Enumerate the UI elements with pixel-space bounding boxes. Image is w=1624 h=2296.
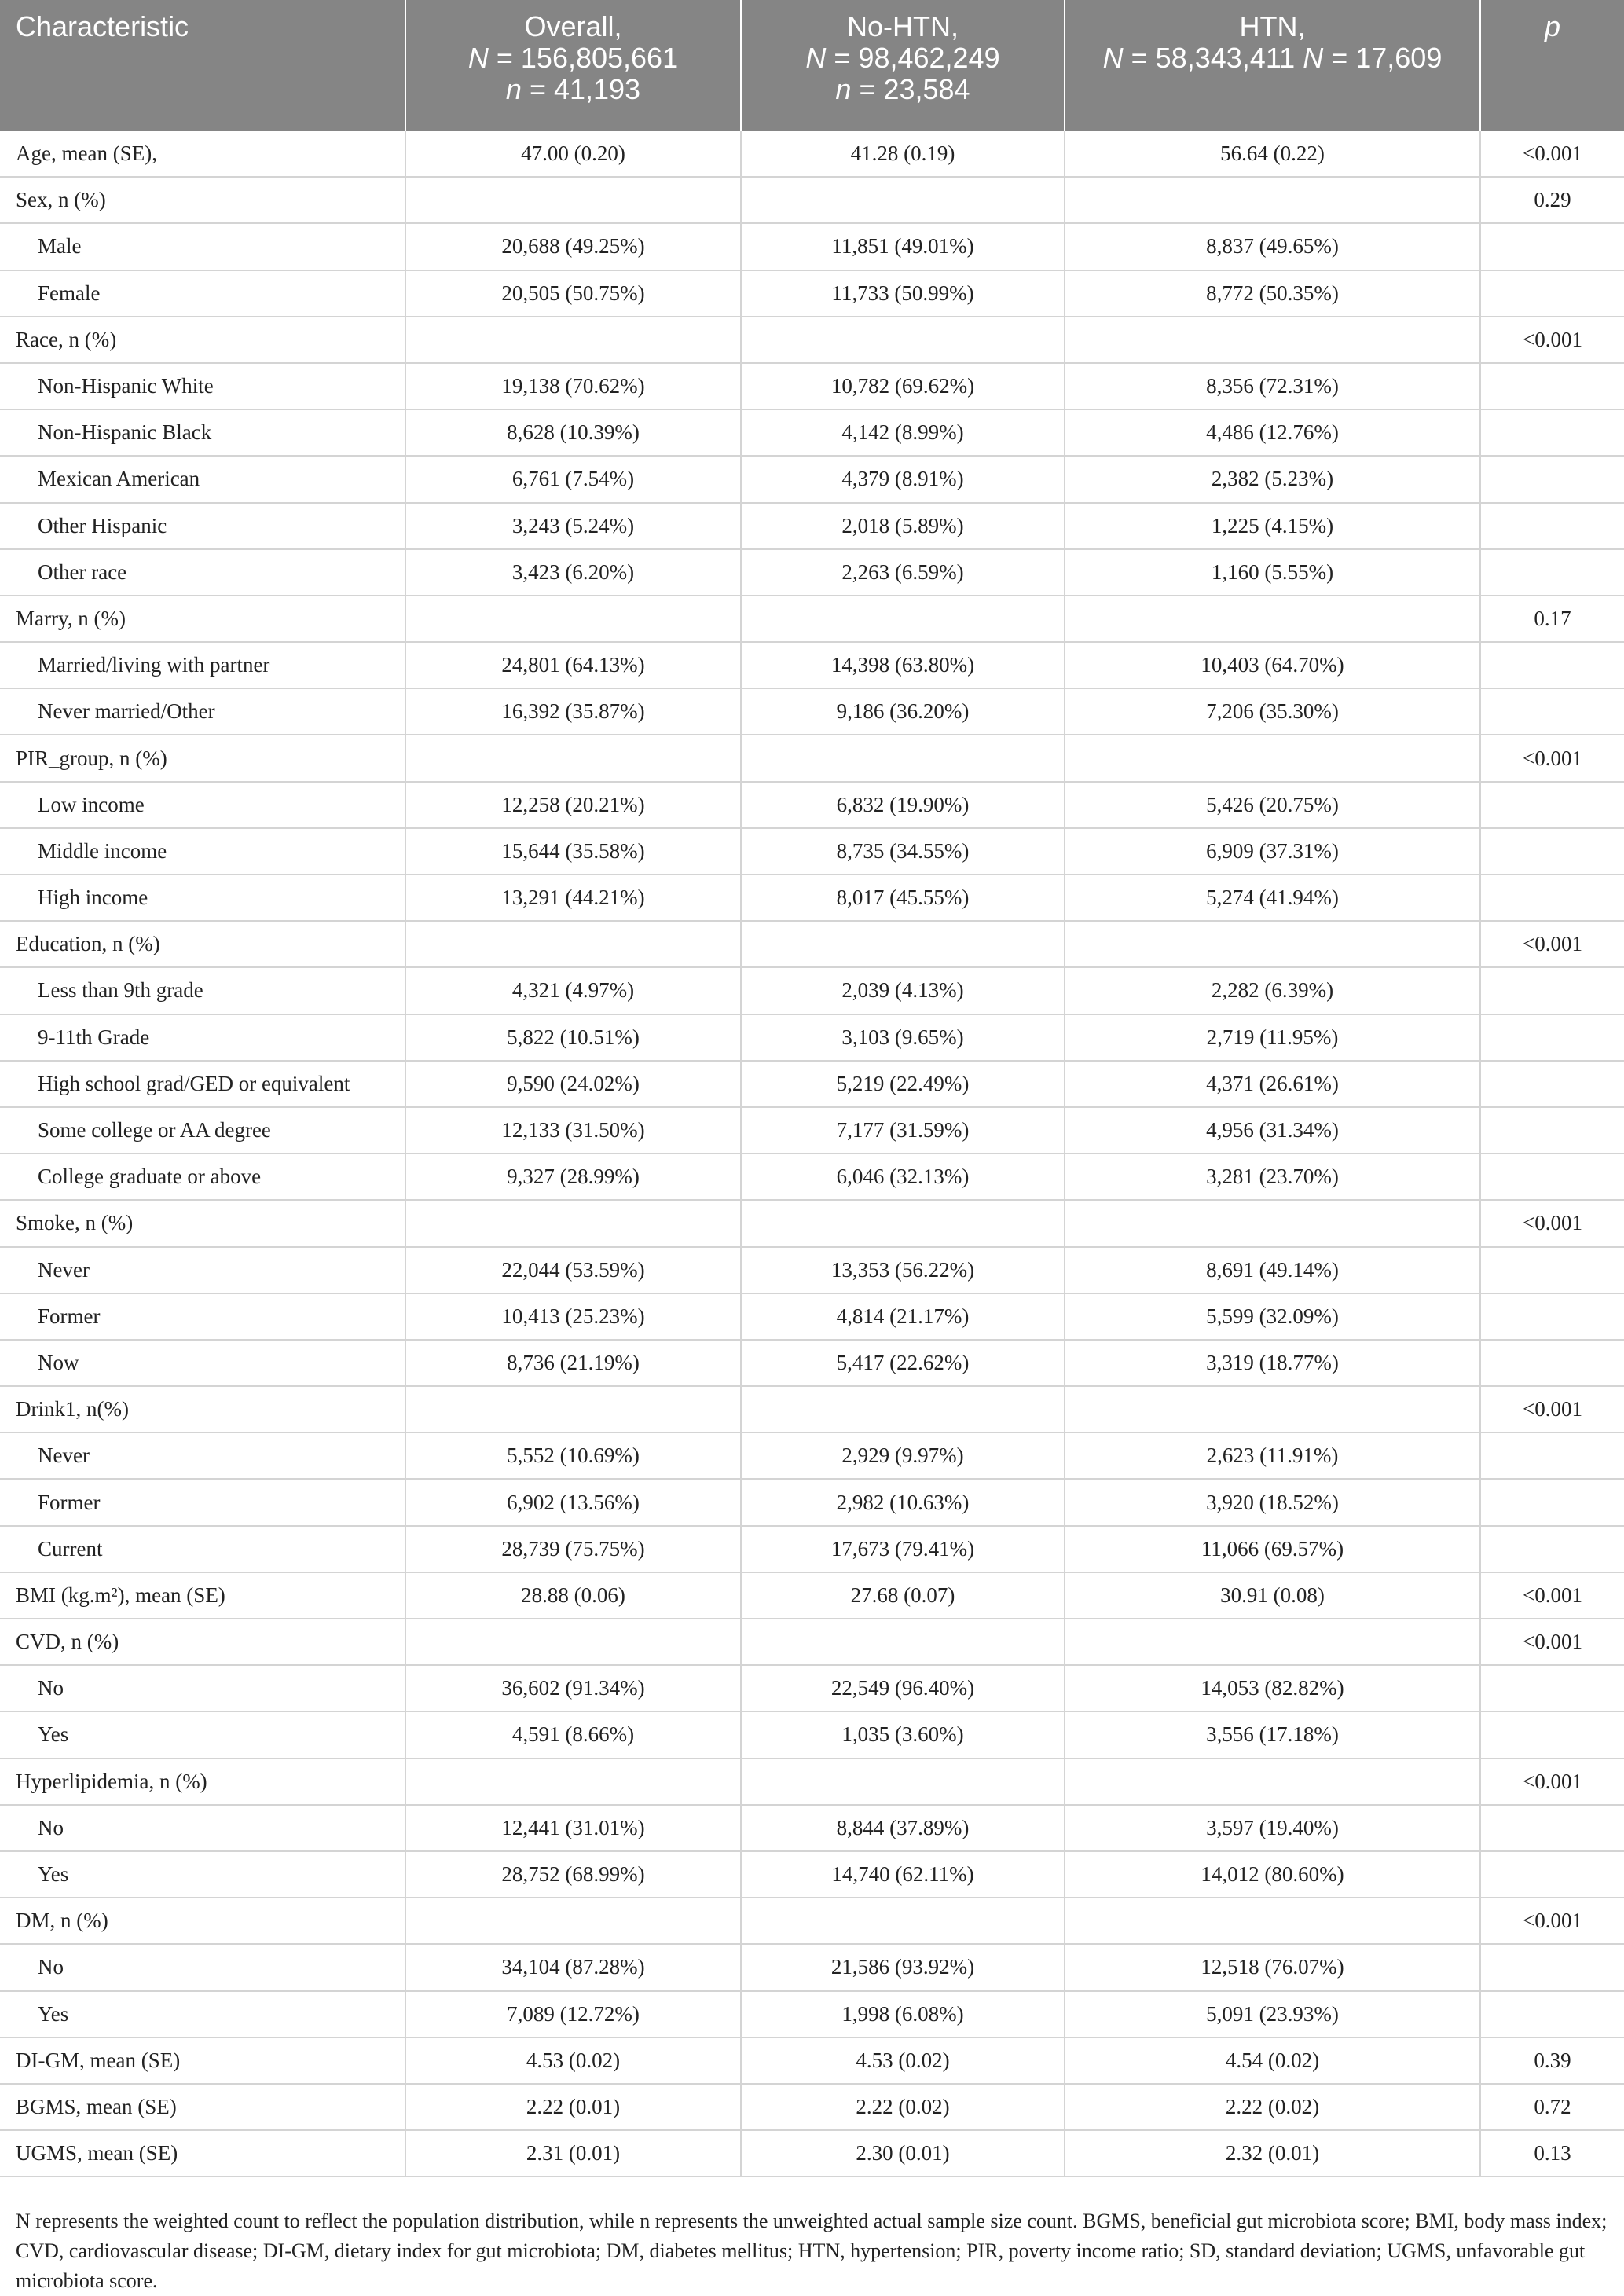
cell-p-value xyxy=(1480,1107,1624,1154)
cell-no-htn: 9,186 (36.20%) xyxy=(741,688,1065,735)
table-header xyxy=(0,0,1624,131)
table-row xyxy=(0,1479,1624,1525)
table-row xyxy=(0,782,1624,828)
cell-characteristic: Age, mean (SE), xyxy=(0,131,405,177)
cell-characteristic: No xyxy=(0,1944,405,1990)
cell-characteristic: Other Hispanic xyxy=(0,503,405,549)
cell-characteristic: Yes xyxy=(0,1991,405,2037)
table-row xyxy=(0,1293,1624,1340)
table-row xyxy=(0,1711,1624,1758)
header-htn-N-value: = 58,343,411 xyxy=(1123,42,1303,74)
table-row xyxy=(0,177,1624,223)
cell-p-value xyxy=(1480,642,1624,688)
header-htn-N-label: N xyxy=(1102,42,1124,74)
cell-p-value xyxy=(1480,549,1624,596)
cell-htn: 3,556 (17.18%) xyxy=(1065,1711,1480,1758)
table-row xyxy=(0,828,1624,875)
cell-overall xyxy=(405,1386,741,1432)
cell-p-value xyxy=(1480,1432,1624,1479)
cell-overall: 3,423 (6.20%) xyxy=(405,549,741,596)
cell-no-htn: 14,398 (63.80%) xyxy=(741,642,1065,688)
cell-p-value xyxy=(1480,503,1624,549)
cell-no-htn: 4.53 (0.02) xyxy=(741,2037,1065,2084)
cell-overall xyxy=(405,1759,741,1805)
cell-characteristic: Low income xyxy=(0,782,405,828)
header-overall-label: Overall, xyxy=(524,10,622,42)
cell-no-htn xyxy=(741,177,1065,223)
cell-htn: 30.91 (0.08) xyxy=(1065,1572,1480,1619)
cell-htn: 3,281 (23.70%) xyxy=(1065,1154,1480,1200)
cell-overall: 6,902 (13.56%) xyxy=(405,1479,741,1525)
cell-p-value: <0.001 xyxy=(1480,1759,1624,1805)
table-row xyxy=(0,1665,1624,1711)
cell-characteristic: Never married/Other xyxy=(0,688,405,735)
table-row xyxy=(0,131,1624,177)
table-row xyxy=(0,735,1624,781)
cell-characteristic: Hyperlipidemia, n (%) xyxy=(0,1759,405,1805)
cell-overall: 47.00 (0.20) xyxy=(405,131,741,177)
header-htn-n-value: = 17,609 xyxy=(1323,42,1443,74)
cell-overall: 9,327 (28.99%) xyxy=(405,1154,741,1200)
cell-no-htn: 2.30 (0.01) xyxy=(741,2130,1065,2177)
cell-no-htn: 14,740 (62.11%) xyxy=(741,1851,1065,1898)
table-row xyxy=(0,2130,1624,2177)
cell-characteristic: Some college or AA degree xyxy=(0,1107,405,1154)
cell-htn xyxy=(1065,177,1480,223)
header-overall-n xyxy=(406,74,740,105)
cell-characteristic: Smoke, n (%) xyxy=(0,1200,405,1246)
cell-overall: 4,591 (8.66%) xyxy=(405,1711,741,1758)
header-no-htn-label: No-HTN, xyxy=(847,10,959,42)
cell-characteristic: Former xyxy=(0,1479,405,1525)
header-htn xyxy=(1065,0,1480,131)
cell-p-value xyxy=(1480,875,1624,921)
cell-overall xyxy=(405,317,741,363)
cell-htn: 7,206 (35.30%) xyxy=(1065,688,1480,735)
cell-no-htn: 13,353 (56.22%) xyxy=(741,1247,1065,1293)
header-p-label: p xyxy=(1544,10,1561,42)
cell-characteristic: Never xyxy=(0,1247,405,1293)
cell-no-htn: 11,733 (50.99%) xyxy=(741,270,1065,317)
cell-p-value: 0.29 xyxy=(1480,177,1624,223)
cell-characteristic: Non-Hispanic Black xyxy=(0,409,405,456)
cell-p-value xyxy=(1480,456,1624,502)
cell-htn: 4,371 (26.61%) xyxy=(1065,1061,1480,1107)
table-row xyxy=(0,1014,1624,1061)
table-row xyxy=(0,1851,1624,1898)
table-row xyxy=(0,596,1624,642)
cell-overall: 15,644 (35.58%) xyxy=(405,828,741,875)
cell-htn: 3,319 (18.77%) xyxy=(1065,1340,1480,1386)
cell-overall: 12,258 (20.21%) xyxy=(405,782,741,828)
cell-no-htn: 7,177 (31.59%) xyxy=(741,1107,1065,1154)
cell-htn: 2.22 (0.02) xyxy=(1065,2084,1480,2130)
header-htn-n-label: N xyxy=(1303,42,1324,74)
table-row xyxy=(0,1154,1624,1200)
cell-no-htn: 8,735 (34.55%) xyxy=(741,828,1065,875)
cell-htn: 4,486 (12.76%) xyxy=(1065,409,1480,456)
cell-characteristic: DM, n (%) xyxy=(0,1898,405,1944)
cell-overall: 28.88 (0.06) xyxy=(405,1572,741,1619)
cell-htn: 3,597 (19.40%) xyxy=(1065,1805,1480,1851)
table-row xyxy=(0,1247,1624,1293)
cell-characteristic: Never xyxy=(0,1432,405,1479)
cell-overall xyxy=(405,921,741,967)
cell-overall xyxy=(405,735,741,781)
cell-overall: 4.53 (0.02) xyxy=(405,2037,741,2084)
cell-htn: 5,426 (20.75%) xyxy=(1065,782,1480,828)
header-overall-n-value: = 41,193 xyxy=(521,73,641,105)
cell-characteristic: Less than 9th grade xyxy=(0,967,405,1014)
cell-htn xyxy=(1065,1386,1480,1432)
cell-overall: 9,590 (24.02%) xyxy=(405,1061,741,1107)
cell-p-value xyxy=(1480,1014,1624,1061)
cell-no-htn: 8,017 (45.55%) xyxy=(741,875,1065,921)
table-row xyxy=(0,1107,1624,1154)
cell-htn: 2,282 (6.39%) xyxy=(1065,967,1480,1014)
cell-characteristic: 9-11th Grade xyxy=(0,1014,405,1061)
cell-overall: 20,688 (49.25%) xyxy=(405,223,741,270)
cell-htn: 4,956 (31.34%) xyxy=(1065,1107,1480,1154)
cell-overall: 6,761 (7.54%) xyxy=(405,456,741,502)
cell-no-htn: 4,142 (8.99%) xyxy=(741,409,1065,456)
cell-no-htn xyxy=(741,317,1065,363)
cell-p-value: <0.001 xyxy=(1480,1619,1624,1665)
cell-htn: 2.32 (0.01) xyxy=(1065,2130,1480,2177)
cell-overall: 3,243 (5.24%) xyxy=(405,503,741,549)
cell-no-htn xyxy=(741,596,1065,642)
table-row xyxy=(0,549,1624,596)
cell-p-value: <0.001 xyxy=(1480,1200,1624,1246)
cell-characteristic: Education, n (%) xyxy=(0,921,405,967)
cell-no-htn xyxy=(741,1200,1065,1246)
cell-p-value xyxy=(1480,223,1624,270)
cell-overall: 28,752 (68.99%) xyxy=(405,1851,741,1898)
cell-htn: 10,403 (64.70%) xyxy=(1065,642,1480,688)
table-row xyxy=(0,2037,1624,2084)
header-no-htn xyxy=(741,0,1065,131)
cell-p-value: <0.001 xyxy=(1480,1386,1624,1432)
table-row xyxy=(0,1061,1624,1107)
cell-htn: 14,053 (82.82%) xyxy=(1065,1665,1480,1711)
cell-characteristic: No xyxy=(0,1665,405,1711)
cell-characteristic: High school grad/GED or equivalent xyxy=(0,1061,405,1107)
table-row xyxy=(0,967,1624,1014)
cell-overall: 10,413 (25.23%) xyxy=(405,1293,741,1340)
cell-htn: 5,091 (23.93%) xyxy=(1065,1991,1480,2037)
cell-htn: 1,225 (4.15%) xyxy=(1065,503,1480,549)
cell-htn xyxy=(1065,1898,1480,1944)
header-overall-N xyxy=(406,42,740,74)
table-row xyxy=(0,1619,1624,1665)
cell-characteristic: Sex, n (%) xyxy=(0,177,405,223)
table-row xyxy=(0,409,1624,456)
table-row xyxy=(0,875,1624,921)
table-row xyxy=(0,1340,1624,1386)
cell-no-htn: 2,039 (4.13%) xyxy=(741,967,1065,1014)
table-row xyxy=(0,1572,1624,1619)
cell-htn xyxy=(1065,1619,1480,1665)
cell-overall xyxy=(405,177,741,223)
cell-htn: 2,382 (5.23%) xyxy=(1065,456,1480,502)
cell-overall xyxy=(405,1619,741,1665)
cell-p-value: 0.39 xyxy=(1480,2037,1624,2084)
cell-overall xyxy=(405,1898,741,1944)
cell-characteristic: High income xyxy=(0,875,405,921)
cell-p-value xyxy=(1480,1154,1624,1200)
cell-characteristic: Race, n (%) xyxy=(0,317,405,363)
header-htn-label: HTN, xyxy=(1239,10,1306,42)
cell-characteristic: Female xyxy=(0,270,405,317)
cell-no-htn: 11,851 (49.01%) xyxy=(741,223,1065,270)
cell-overall: 2.22 (0.01) xyxy=(405,2084,741,2130)
cell-htn: 6,909 (37.31%) xyxy=(1065,828,1480,875)
table-row xyxy=(0,642,1624,688)
cell-p-value xyxy=(1480,782,1624,828)
cell-overall: 8,628 (10.39%) xyxy=(405,409,741,456)
cell-overall: 22,044 (53.59%) xyxy=(405,1247,741,1293)
cell-htn xyxy=(1065,921,1480,967)
cell-htn: 8,356 (72.31%) xyxy=(1065,363,1480,409)
cell-overall: 8,736 (21.19%) xyxy=(405,1340,741,1386)
cell-no-htn: 21,586 (93.92%) xyxy=(741,1944,1065,1990)
cell-htn: 3,920 (18.52%) xyxy=(1065,1479,1480,1525)
cell-p-value xyxy=(1480,967,1624,1014)
cell-htn xyxy=(1065,1200,1480,1246)
header-characteristic: Characteristic xyxy=(0,0,405,131)
cell-no-htn: 1,035 (3.60%) xyxy=(741,1711,1065,1758)
table-row xyxy=(0,1432,1624,1479)
cell-no-htn: 4,379 (8.91%) xyxy=(741,456,1065,502)
cell-characteristic: College graduate or above xyxy=(0,1154,405,1200)
cell-characteristic: No xyxy=(0,1805,405,1851)
header-overall-N-label: N xyxy=(467,42,489,74)
cell-no-htn: 41.28 (0.19) xyxy=(741,131,1065,177)
cell-no-htn xyxy=(741,1898,1065,1944)
cell-no-htn: 2,929 (9.97%) xyxy=(741,1432,1065,1479)
cell-htn xyxy=(1065,1759,1480,1805)
cell-overall: 34,104 (87.28%) xyxy=(405,1944,741,1990)
cell-no-htn: 2.22 (0.02) xyxy=(741,2084,1065,2130)
table-row xyxy=(0,1805,1624,1851)
cell-characteristic: Yes xyxy=(0,1851,405,1898)
cell-no-htn: 10,782 (69.62%) xyxy=(741,363,1065,409)
cell-overall: 16,392 (35.87%) xyxy=(405,688,741,735)
table-row xyxy=(0,1386,1624,1432)
cell-p-value xyxy=(1480,688,1624,735)
cell-p-value xyxy=(1480,1665,1624,1711)
cell-no-htn xyxy=(741,735,1065,781)
table-body xyxy=(0,131,1624,2177)
cell-no-htn: 22,549 (96.40%) xyxy=(741,1665,1065,1711)
table-row xyxy=(0,1991,1624,2037)
cell-p-value xyxy=(1480,1991,1624,2037)
cell-characteristic: Non-Hispanic White xyxy=(0,363,405,409)
cell-no-htn: 3,103 (9.65%) xyxy=(741,1014,1065,1061)
cell-htn: 8,772 (50.35%) xyxy=(1065,270,1480,317)
cell-p-value: <0.001 xyxy=(1480,131,1624,177)
cell-characteristic: Now xyxy=(0,1340,405,1386)
cell-no-htn xyxy=(741,1386,1065,1432)
cell-overall xyxy=(405,1200,741,1246)
table-row xyxy=(0,503,1624,549)
cell-characteristic: DI-GM, mean (SE) xyxy=(0,2037,405,2084)
table-row xyxy=(0,1898,1624,1944)
cell-characteristic: PIR_group, n (%) xyxy=(0,735,405,781)
table-row xyxy=(0,270,1624,317)
cell-no-htn: 17,673 (79.41%) xyxy=(741,1526,1065,1572)
cell-p-value xyxy=(1480,1711,1624,1758)
cell-htn xyxy=(1065,317,1480,363)
cell-no-htn: 6,046 (32.13%) xyxy=(741,1154,1065,1200)
cell-p-value: <0.001 xyxy=(1480,921,1624,967)
cell-htn: 1,160 (5.55%) xyxy=(1065,549,1480,596)
cell-htn: 56.64 (0.22) xyxy=(1065,131,1480,177)
header-no-htn-n xyxy=(742,74,1064,105)
cell-htn xyxy=(1065,596,1480,642)
cell-p-value xyxy=(1480,1944,1624,1990)
cell-p-value xyxy=(1480,1293,1624,1340)
cell-htn: 12,518 (76.07%) xyxy=(1065,1944,1480,1990)
cell-overall: 7,089 (12.72%) xyxy=(405,1991,741,2037)
cell-overall: 12,441 (31.01%) xyxy=(405,1805,741,1851)
cell-no-htn: 2,018 (5.89%) xyxy=(741,503,1065,549)
cell-characteristic: Former xyxy=(0,1293,405,1340)
cell-characteristic: BMI (kg.m²), mean (SE) xyxy=(0,1572,405,1619)
cell-overall: 5,552 (10.69%) xyxy=(405,1432,741,1479)
table-row xyxy=(0,363,1624,409)
cell-htn: 5,274 (41.94%) xyxy=(1065,875,1480,921)
cell-htn: 5,599 (32.09%) xyxy=(1065,1293,1480,1340)
cell-no-htn xyxy=(741,1619,1065,1665)
cell-overall: 5,822 (10.51%) xyxy=(405,1014,741,1061)
table-row xyxy=(0,1759,1624,1805)
cell-characteristic: Drink1, n(%) xyxy=(0,1386,405,1432)
cell-characteristic: Marry, n (%) xyxy=(0,596,405,642)
table-row xyxy=(0,456,1624,502)
cell-htn: 8,837 (49.65%) xyxy=(1065,223,1480,270)
cell-overall: 4,321 (4.97%) xyxy=(405,967,741,1014)
cell-no-htn: 5,417 (22.62%) xyxy=(741,1340,1065,1386)
cell-htn: 14,012 (80.60%) xyxy=(1065,1851,1480,1898)
cell-no-htn: 1,998 (6.08%) xyxy=(741,1991,1065,2037)
cell-no-htn xyxy=(741,921,1065,967)
cell-characteristic: CVD, n (%) xyxy=(0,1619,405,1665)
cell-overall: 28,739 (75.75%) xyxy=(405,1526,741,1572)
cell-htn: 11,066 (69.57%) xyxy=(1065,1526,1480,1572)
cell-characteristic: Married/living with partner xyxy=(0,642,405,688)
header-no-htn-N xyxy=(742,42,1064,74)
cell-htn: 2,719 (11.95%) xyxy=(1065,1014,1480,1061)
table-row xyxy=(0,1944,1624,1990)
table-row xyxy=(0,223,1624,270)
cell-no-htn: 5,219 (22.49%) xyxy=(741,1061,1065,1107)
cell-overall: 13,291 (44.21%) xyxy=(405,875,741,921)
header-htn-counts xyxy=(1065,42,1479,74)
cell-p-value xyxy=(1480,270,1624,317)
cell-characteristic: UGMS, mean (SE) xyxy=(0,2130,405,2177)
header-overall xyxy=(405,0,741,131)
cell-p-value xyxy=(1480,1526,1624,1572)
cell-p-value: 0.72 xyxy=(1480,2084,1624,2130)
cell-p-value xyxy=(1480,1851,1624,1898)
cell-p-value: 0.13 xyxy=(1480,2130,1624,2177)
header-no-htn-N-value: = 98,462,249 xyxy=(826,42,1000,74)
header-no-htn-n-value: = 23,584 xyxy=(851,73,970,105)
cell-no-htn: 27.68 (0.07) xyxy=(741,1572,1065,1619)
cell-overall: 2.31 (0.01) xyxy=(405,2130,741,2177)
header-row xyxy=(0,0,1624,131)
cell-characteristic: Other race xyxy=(0,549,405,596)
cell-characteristic: BGMS, mean (SE) xyxy=(0,2084,405,2130)
table-row xyxy=(0,2084,1624,2130)
cell-htn xyxy=(1065,735,1480,781)
cell-p-value: <0.001 xyxy=(1480,317,1624,363)
cell-htn: 8,691 (49.14%) xyxy=(1065,1247,1480,1293)
cell-no-htn: 4,814 (21.17%) xyxy=(741,1293,1065,1340)
header-p-value xyxy=(1480,0,1624,131)
table-row xyxy=(0,921,1624,967)
cell-p-value xyxy=(1480,363,1624,409)
cell-htn: 4.54 (0.02) xyxy=(1065,2037,1480,2084)
cell-p-value xyxy=(1480,828,1624,875)
cell-characteristic: Male xyxy=(0,223,405,270)
cell-characteristic: Mexican American xyxy=(0,456,405,502)
cell-no-htn: 2,263 (6.59%) xyxy=(741,549,1065,596)
cell-p-value xyxy=(1480,1805,1624,1851)
cell-overall: 19,138 (70.62%) xyxy=(405,363,741,409)
table-footnote: N represents the weighted count to reflect the population distribution, while n represents the unweighted actual sample size count. BGMS, beneficial gut microbiota score; BMI, body mass index; CVD, cardiovascular disease; DI-GM, dietary index for gut microbiota; DM, diabetes mellitus; HTN, hypertension; PIR, poverty income ratio; SD, standard deviation; UGMS, unfavorable gut microbiota score. xyxy=(16,2210,1608,2292)
table-row xyxy=(0,1526,1624,1572)
cell-overall: 12,133 (31.50%) xyxy=(405,1107,741,1154)
cell-p-value: <0.001 xyxy=(1480,1898,1624,1944)
table-row xyxy=(0,317,1624,363)
header-no-htn-n-label: n xyxy=(835,73,852,105)
cell-p-value xyxy=(1480,409,1624,456)
cell-p-value: 0.17 xyxy=(1480,596,1624,642)
cell-htn: 2,623 (11.91%) xyxy=(1065,1432,1480,1479)
cell-p-value xyxy=(1480,1340,1624,1386)
cell-no-htn: 6,832 (19.90%) xyxy=(741,782,1065,828)
cell-characteristic: Yes xyxy=(0,1711,405,1758)
cell-overall: 36,602 (91.34%) xyxy=(405,1665,741,1711)
cell-overall: 24,801 (64.13%) xyxy=(405,642,741,688)
cell-overall xyxy=(405,596,741,642)
header-no-htn-N-label: N xyxy=(805,42,827,74)
cell-characteristic: Middle income xyxy=(0,828,405,875)
cell-p-value xyxy=(1480,1479,1624,1525)
table-row xyxy=(0,1200,1624,1246)
cell-no-htn xyxy=(741,1759,1065,1805)
cell-no-htn: 8,844 (37.89%) xyxy=(741,1805,1065,1851)
cell-overall: 20,505 (50.75%) xyxy=(405,270,741,317)
cell-p-value: <0.001 xyxy=(1480,735,1624,781)
header-overall-n-label: n xyxy=(505,73,522,105)
table-row xyxy=(0,688,1624,735)
header-overall-N-value: = 156,805,661 xyxy=(488,42,679,74)
cell-p-value xyxy=(1480,1061,1624,1107)
cell-characteristic: Current xyxy=(0,1526,405,1572)
cell-p-value xyxy=(1480,1247,1624,1293)
cell-p-value: <0.001 xyxy=(1480,1572,1624,1619)
cell-no-htn: 2,982 (10.63%) xyxy=(741,1479,1065,1525)
